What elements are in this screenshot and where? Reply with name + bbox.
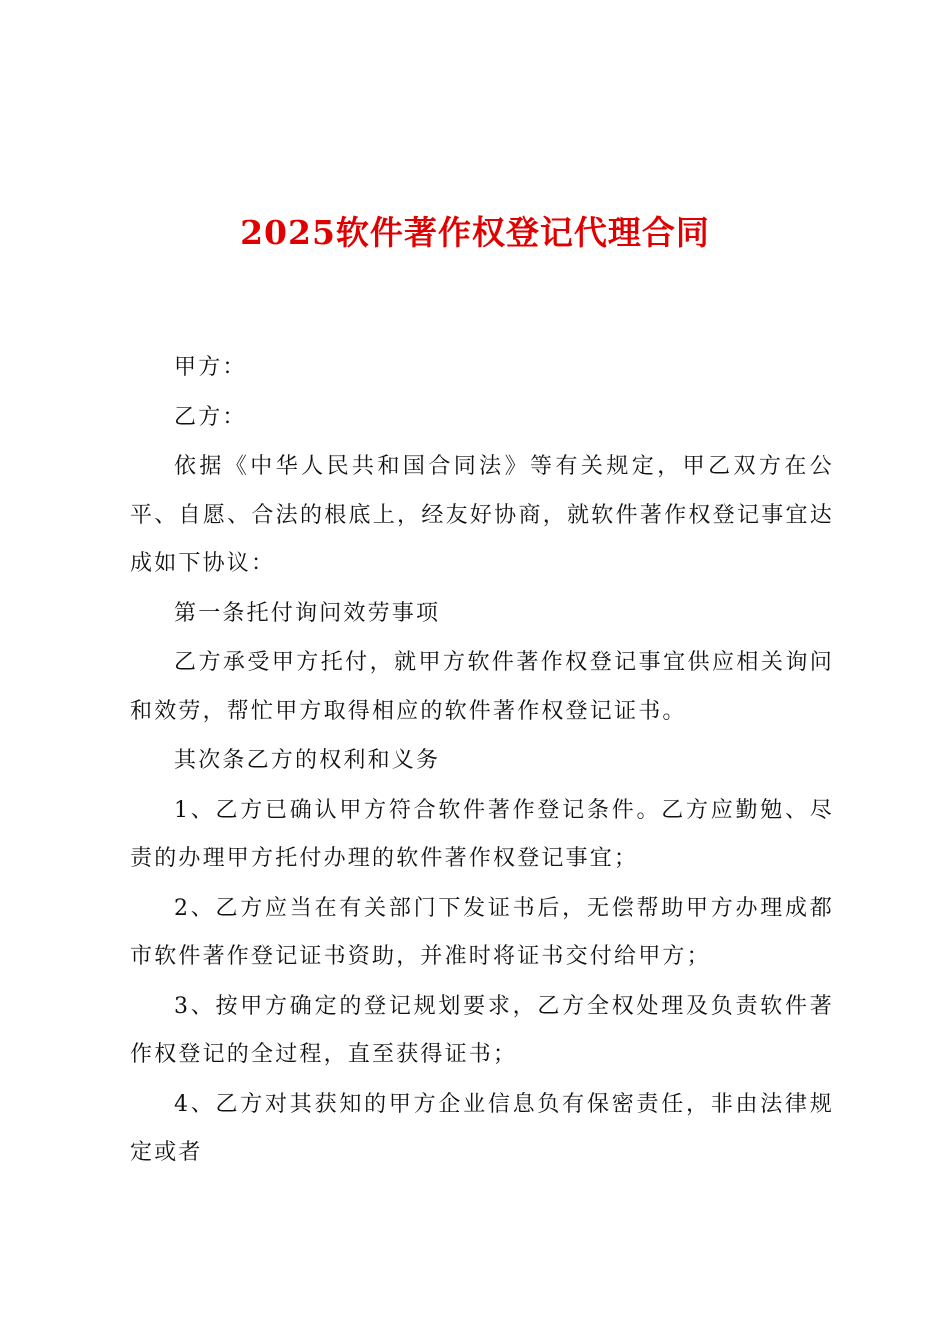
- article-2-heading: 其次条乙方的权利和义务: [174, 748, 441, 773]
- document-body: [130, 344, 834, 1179]
- document-title: 2025软件著作权登记代理合同: [240, 213, 710, 252]
- article-2-item-4: 4、乙方对其获知的甲方企业信息负有保密责任，非由法律规定或者: [130, 1091, 834, 1165]
- paragraph-preamble: 依据《中华人民共和国合同法》等有关规定，甲乙双方在公平、自愿、合法的根底上，经友好协商，就软件著作权登记事宜达成如下协议：: [130, 454, 834, 576]
- article-1-heading: 第一条托付询问效劳事项: [174, 600, 441, 626]
- article-1-text: 乙方承受甲方托付，就甲方软件著作权登记事宜供应相关询问和效劳，帮忙甲方取得相应的软件著作权登记证书。: [130, 650, 834, 724]
- article-2-item-3: 3、按甲方确定的登记规划要求，乙方全权处理及负责软件著作权登记的全过程，直至获得证书；: [130, 993, 834, 1067]
- paragraph-party-a: 甲方：: [174, 355, 247, 380]
- paragraph-party-b: 乙方：: [174, 404, 247, 430]
- article-2-item-2: 2、乙方应当在有关部门下发证书后，无偿帮助甲方办理成都市软件著作登记证书资助，并准时将证书交付给甲方；: [130, 895, 834, 969]
- article-2-item-1: 1、乙方已确认甲方符合软件著作登记条件。乙方应勤勉、尽责的办理甲方托付办理的软件著作权登记事宜；: [130, 797, 834, 871]
